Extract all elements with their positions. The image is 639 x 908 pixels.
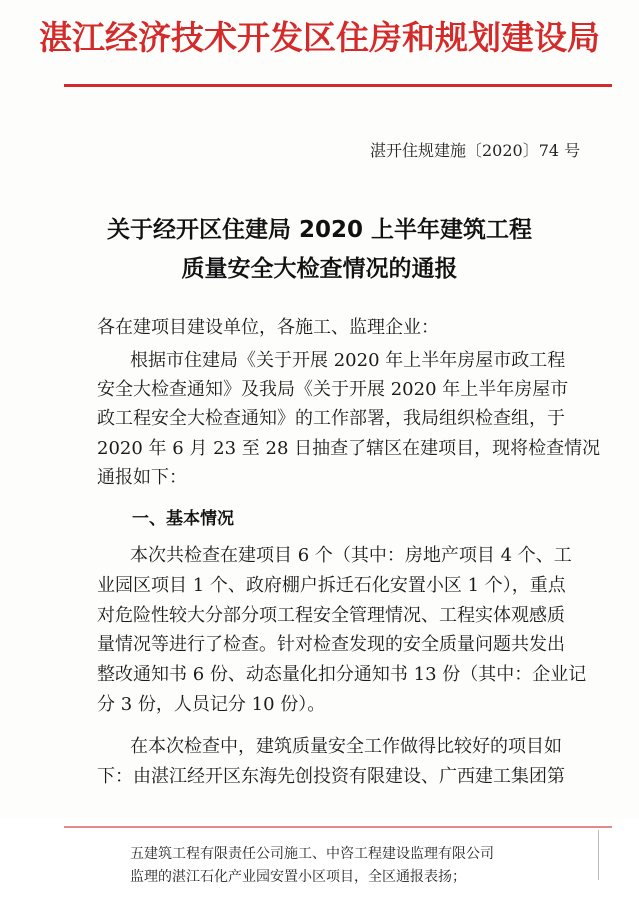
section-heading-basic-situation: 一、基本情况 bbox=[132, 509, 234, 529]
letterhead-org-name: 湛江经济技术开发区住房和规划建设局 bbox=[39, 18, 600, 57]
salutation: 各在建项目建设单位，各施工、监理企业： bbox=[97, 317, 439, 338]
intro-line: 2020 年 6 月 23 至 28 日抽查了辖区在建项目，现将检查情况 bbox=[97, 438, 601, 459]
section-paragraph-line: 分 3 份，人员记分 10 份）。 bbox=[97, 694, 326, 715]
document-number: 湛开住规建施〔2020〕74 号 bbox=[370, 141, 581, 160]
section-paragraph-line: 本次共检查在建项目 6 个（其中：房地产项目 4 个、工 bbox=[130, 545, 572, 566]
next-page-edge-line bbox=[598, 830, 599, 880]
next-page-line: 五建筑工程有限责任公司施工、中咨工程建设监理有限公司 bbox=[130, 846, 494, 862]
section-paragraph-line: 业园区项目 1 个、政府棚户拆迁石化安置小区 1 个），重点 bbox=[97, 575, 566, 596]
intro-line: 安全大检查通知》及我局《关于开展 2020 年上半年房屋市 bbox=[97, 379, 569, 400]
section-paragraph-line: 整改通知书 6 份、动态量化扣分通知书 13 份（其中：企业记 bbox=[97, 664, 587, 685]
letterhead-divider bbox=[64, 84, 612, 87]
section-paragraph-line: 在本次检查中，建筑质量安全工作做得比较好的项目如 bbox=[130, 736, 562, 757]
document-title-line-1: 关于经开区住建局 2020 上半年建筑工程 bbox=[106, 217, 533, 243]
document-title-line-2: 质量安全大检查情况的通报 bbox=[181, 256, 458, 282]
section-paragraph-line: 对危险性较大分部分项工程安全管理情况、工程实体观感质 bbox=[97, 605, 565, 626]
next-page-line: 监理的湛江石化产业园安置小区项目，全区通报表扬； bbox=[130, 869, 466, 885]
intro-line: 通报如下： bbox=[97, 467, 187, 488]
intro-line: 政工程安全大检查通知》的工作部署，我局组织检查组，于 bbox=[97, 408, 565, 429]
section-paragraph-line: 量情况等进行了检查。针对检查发现的安全质量问题共发出 bbox=[97, 634, 565, 655]
section-paragraph-line: 下：由湛江经开区东海先创投资有限建设、广西建工集团第 bbox=[97, 766, 565, 787]
intro-line: 根据市住建局《关于开展 2020 年上半年房屋市政工程 bbox=[130, 350, 566, 371]
